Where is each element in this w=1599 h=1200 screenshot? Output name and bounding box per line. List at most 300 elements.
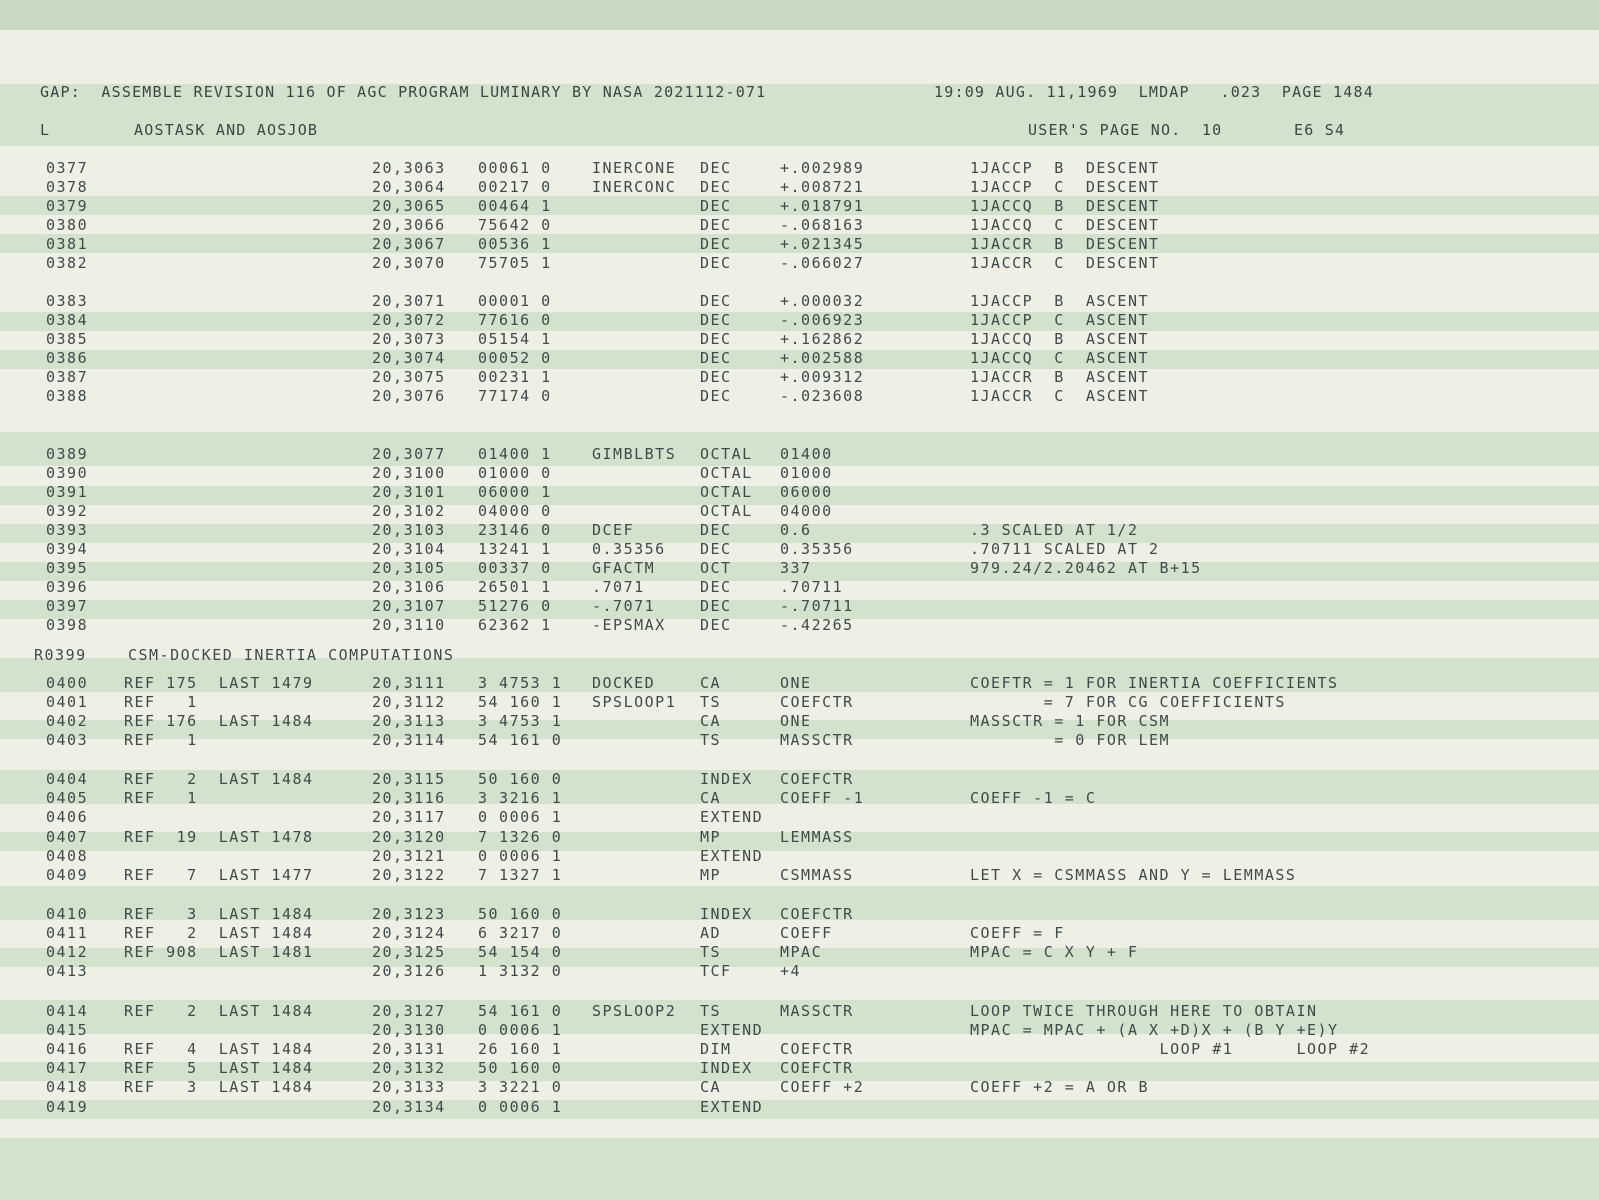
listing-octal-word: 00061 0 (478, 159, 552, 177)
listing-opcode: DEC (700, 159, 732, 177)
listing-opcode: DEC (700, 349, 732, 367)
listing-line-number: 0409 (46, 866, 89, 884)
listing-octal-word: 62362 1 (478, 616, 552, 634)
listing-operand: MPAC (780, 943, 823, 961)
listing-row (0, 387, 1599, 407)
listing-label: .7071 (592, 578, 645, 596)
listing-address: 20,3070 (372, 254, 446, 272)
listing-opcode: EXTEND (700, 808, 764, 826)
listing-line-number: 0384 (46, 311, 89, 329)
listing-row (0, 847, 1599, 867)
listing-operand: COEFCTR (780, 770, 854, 788)
section-heading-row (0, 646, 1599, 666)
listing-comment: 1JACCP B DESCENT (970, 159, 1160, 177)
listing-octal-word: 50 160 0 (478, 905, 563, 923)
listing-operand: ONE (780, 712, 812, 730)
listing-line-number: 0395 (46, 559, 89, 577)
listing-address: 20,3071 (372, 292, 446, 310)
listing-label: SPSLOOP1 (592, 693, 677, 711)
listing-line-number: 0400 (46, 674, 89, 692)
listing-octal-word: 51276 0 (478, 597, 552, 615)
listing-comment: .70711 SCALED AT 2 (970, 540, 1160, 558)
listing-octal-word: 3 4753 1 (478, 674, 563, 692)
listing-ref: REF 908 LAST 1481 (124, 943, 314, 961)
listing-operand: -.068163 (780, 216, 865, 234)
listing-row (0, 962, 1599, 982)
listing-ref: REF 2 LAST 1484 (124, 770, 314, 788)
listing-opcode: AD (700, 924, 722, 942)
listing-label: GIMBLBTS (592, 445, 677, 463)
listing-line-number: 0389 (46, 445, 89, 463)
listing-operand: COEFCTR (780, 693, 854, 711)
listing-address: 20,3101 (372, 483, 446, 501)
listing-address: 20,3102 (372, 502, 446, 520)
listing-comment: 1JACCR C DESCENT (970, 254, 1160, 272)
listing-line-number: 0413 (46, 962, 89, 980)
listing-line-number: 0407 (46, 828, 89, 846)
listing-opcode: TS (700, 943, 722, 961)
listing-operand: COEFF (780, 924, 833, 942)
listing-comment: 979.24/2.20462 AT B+15 (970, 559, 1202, 577)
listing-row (0, 559, 1599, 579)
listing-address: 20,3126 (372, 962, 446, 980)
listing-octal-word: 77174 0 (478, 387, 552, 405)
listing-octal-word: 00001 0 (478, 292, 552, 310)
listing-octal-word: 00231 1 (478, 368, 552, 386)
listing-operand: 0.35356 (780, 540, 854, 558)
listing-address: 20,3067 (372, 235, 446, 253)
listing-row (0, 1002, 1599, 1022)
listing-comment: 1JACCQ C DESCENT (970, 216, 1160, 234)
listing-line-number: 0392 (46, 502, 89, 520)
listing-line-number: 0404 (46, 770, 89, 788)
listing-address: 20,3106 (372, 578, 446, 596)
listing-line-number: 0398 (46, 616, 89, 634)
listing-address: 20,3065 (372, 197, 446, 215)
listing-row (0, 808, 1599, 828)
listing-line-number: 0381 (46, 235, 89, 253)
top-paper-band (0, 0, 1599, 30)
listing-opcode: DEC (700, 616, 732, 634)
listing-address: 20,3072 (372, 311, 446, 329)
listing-operand: +.009312 (780, 368, 865, 386)
listing-octal-word: 54 154 0 (478, 943, 563, 961)
listing-address: 20,3110 (372, 616, 446, 634)
listing-operand: -.42265 (780, 616, 854, 634)
listing-line-number: 0410 (46, 905, 89, 923)
listing-label: 0.35356 (592, 540, 666, 558)
listing-opcode: MP (700, 866, 722, 884)
listing-address: 20,3117 (372, 808, 446, 826)
listing-octal-word: 50 160 0 (478, 1059, 563, 1077)
listing-comment: 1JACCP B ASCENT (970, 292, 1150, 310)
header-user-page: USER'S PAGE NO. 10 E6 S4 (1028, 121, 1346, 139)
listing-opcode: EXTEND (700, 847, 764, 865)
listing-address: 20,3120 (372, 828, 446, 846)
listing-octal-word: 75705 1 (478, 254, 552, 272)
listing-operand: -.006923 (780, 311, 865, 329)
listing-octal-word: 0 0006 1 (478, 1098, 563, 1116)
listing-line-number: 0383 (46, 292, 89, 310)
listing-octal-word: 54 161 0 (478, 731, 563, 749)
listing-octal-word: 6 3217 0 (478, 924, 563, 942)
listing-address: 20,3127 (372, 1002, 446, 1020)
listing-address: 20,3104 (372, 540, 446, 558)
listing-line-number: 0382 (46, 254, 89, 272)
listing-octal-word: 26501 1 (478, 578, 552, 596)
listing-octal-word: 3 3221 0 (478, 1078, 563, 1096)
listing-comment: LOOP #1 LOOP #2 (970, 1040, 1371, 1058)
listing-operand: 01400 (780, 445, 833, 463)
listing-octal-word: 7 1326 0 (478, 828, 563, 846)
listing-ref: REF 3 LAST 1484 (124, 905, 314, 923)
listing-operand: 04000 (780, 502, 833, 520)
listing-line-number: 0418 (46, 1078, 89, 1096)
listing-octal-word: 0 0006 1 (478, 847, 563, 865)
listing-opcode: DEC (700, 597, 732, 615)
listing-octal-word: 3 3216 1 (478, 789, 563, 807)
listing-opcode: TS (700, 1002, 722, 1020)
listing-address: 20,3115 (372, 770, 446, 788)
listing-operand: +.021345 (780, 235, 865, 253)
listing-octal-word: 0 0006 1 (478, 1021, 563, 1039)
listing-address: 20,3131 (372, 1040, 446, 1058)
listing-operand: +.002588 (780, 349, 865, 367)
listing-opcode: CA (700, 674, 722, 692)
listing-octal-word: 0 0006 1 (478, 808, 563, 826)
listing-ref: REF 176 LAST 1484 (124, 712, 314, 730)
listing-comment: MASSCTR = 1 FOR CSM (970, 712, 1171, 730)
listing-opcode: DEC (700, 216, 732, 234)
listing-label: GFACTM (592, 559, 656, 577)
listing-octal-word: 06000 1 (478, 483, 552, 501)
header-log-marker: L (40, 121, 51, 139)
listing-operand: +.018791 (780, 197, 865, 215)
listing-address: 20,3063 (372, 159, 446, 177)
listing-octal-word: 50 160 0 (478, 770, 563, 788)
listing-opcode: DEC (700, 540, 732, 558)
listing-comment: COEFF = F (970, 924, 1065, 942)
header-program-title: GAP: ASSEMBLE REVISION 116 OF AGC PROGRAM LUMINARY BY NASA 2021112-071 (40, 83, 767, 101)
listing-address: 20,3116 (372, 789, 446, 807)
listing-row (0, 616, 1599, 636)
listing-comment: = 0 FOR LEM (970, 731, 1171, 749)
listing-line-number: 0380 (46, 216, 89, 234)
listing-address: 20,3125 (372, 943, 446, 961)
listing-address: 20,3066 (372, 216, 446, 234)
listing-opcode: DEC (700, 368, 732, 386)
listing-operand: 337 (780, 559, 812, 577)
listing-operand: COEFCTR (780, 1059, 854, 1077)
listing-row (0, 178, 1599, 198)
listing-octal-word: 00217 0 (478, 178, 552, 196)
listing-opcode: TCF (700, 962, 732, 980)
listing-opcode: INDEX (700, 1059, 753, 1077)
listing-row (0, 828, 1599, 848)
listing-opcode: DEC (700, 178, 732, 196)
listing-line-number: 0394 (46, 540, 89, 558)
listing-comment: LOOP TWICE THROUGH HERE TO OBTAIN (970, 1002, 1318, 1020)
listing-row (0, 1040, 1599, 1060)
listing-octal-word: 7 1327 1 (478, 866, 563, 884)
listing-address: 20,3073 (372, 330, 446, 348)
listing-octal-word: 00337 0 (478, 559, 552, 577)
listing-line-number: 0408 (46, 847, 89, 865)
listing-comment: 1JACCP C ASCENT (970, 311, 1150, 329)
listing-opcode: DEC (700, 311, 732, 329)
listing-ref: REF 1 (124, 693, 198, 711)
listing-row (0, 311, 1599, 331)
listing-row (0, 943, 1599, 963)
listing-comment: 1JACCQ B ASCENT (970, 330, 1150, 348)
listing-line-number: 0377 (46, 159, 89, 177)
listing-octal-word: 00052 0 (478, 349, 552, 367)
listing-line-number: 0405 (46, 789, 89, 807)
listing-row (0, 578, 1599, 598)
listing-octal-word: 77616 0 (478, 311, 552, 329)
listing-ref: REF 2 LAST 1484 (124, 924, 314, 942)
listing-octal-word: 04000 0 (478, 502, 552, 520)
listing-line-number: 0411 (46, 924, 89, 942)
listing-ref: REF 5 LAST 1484 (124, 1059, 314, 1077)
listing-comment: COEFF +2 = A OR B (970, 1078, 1150, 1096)
listing-row (0, 349, 1599, 369)
listing-ref: REF 3 LAST 1484 (124, 1078, 314, 1096)
listing-row (0, 866, 1599, 886)
listing-opcode: DEC (700, 254, 732, 272)
listing-line-number: 0385 (46, 330, 89, 348)
greenbar-stripe (0, 146, 1599, 154)
listing-opcode: DEC (700, 197, 732, 215)
listing-octal-word: 01000 0 (478, 464, 552, 482)
listing-line-number: 0414 (46, 1002, 89, 1020)
listing-row (0, 445, 1599, 465)
listing-row (0, 464, 1599, 484)
listing-address: 20,3114 (372, 731, 446, 749)
listing-row (0, 1021, 1599, 1041)
listing-octal-word: 3 4753 1 (478, 712, 563, 730)
listing-operand: +.000032 (780, 292, 865, 310)
listing-line-number: 0416 (46, 1040, 89, 1058)
listing-address: 20,3111 (372, 674, 446, 692)
listing-opcode: OCTAL (700, 483, 753, 501)
listing-operand: COEFCTR (780, 905, 854, 923)
listing-line-number: 0402 (46, 712, 89, 730)
listing-opcode: DEC (700, 292, 732, 310)
listing-line-number: 0378 (46, 178, 89, 196)
listing-comment: 1JACCR B DESCENT (970, 235, 1160, 253)
listing-ref: REF 175 LAST 1479 (124, 674, 314, 692)
listing-row (0, 197, 1599, 217)
header-section-title: AOSTASK AND AOSJOB (134, 121, 319, 139)
listing-row (0, 159, 1599, 179)
listing-line-number: 0417 (46, 1059, 89, 1077)
listing-address: 20,3103 (372, 521, 446, 539)
listing-address: 20,3130 (372, 1021, 446, 1039)
listing-octal-word: 00536 1 (478, 235, 552, 253)
listing-opcode: CA (700, 789, 722, 807)
listing-row (0, 292, 1599, 312)
listing-address: 20,3133 (372, 1078, 446, 1096)
listing-row (0, 235, 1599, 255)
listing-line-number: 0412 (46, 943, 89, 961)
listing-line-number: 0419 (46, 1098, 89, 1116)
listing-opcode: OCTAL (700, 502, 753, 520)
listing-octal-word: 13241 1 (478, 540, 552, 558)
listing-label: INERCONE (592, 159, 677, 177)
listing-line-number: 0379 (46, 197, 89, 215)
listing-row (0, 731, 1599, 751)
listing-operand: MASSCTR (780, 731, 854, 749)
listing-label: -EPSMAX (592, 616, 666, 634)
listing-octal-word: 54 160 1 (478, 693, 563, 711)
listing-comment: 1JACCQ C ASCENT (970, 349, 1150, 367)
listing-row (0, 693, 1599, 713)
listing-opcode: DEC (700, 235, 732, 253)
listing-octal-word: 23146 0 (478, 521, 552, 539)
listing-ref: REF 7 LAST 1477 (124, 866, 314, 884)
listing-opcode: CA (700, 712, 722, 730)
listing-operand: .70711 (780, 578, 844, 596)
listing-comment: 1JACCR C ASCENT (970, 387, 1150, 405)
listing-opcode: OCTAL (700, 464, 753, 482)
listing-label: DOCKED (592, 674, 656, 692)
listing-address: 20,3112 (372, 693, 446, 711)
listing-opcode: MP (700, 828, 722, 846)
listing-opcode: INDEX (700, 770, 753, 788)
listing-comment: = 7 FOR CG COEFFICIENTS (970, 693, 1286, 711)
listing-address: 20,3132 (372, 1059, 446, 1077)
listing-ref: REF 2 LAST 1484 (124, 1002, 314, 1020)
listing-opcode: TS (700, 693, 722, 711)
listing-opcode: CA (700, 1078, 722, 1096)
listing-address: 20,3076 (372, 387, 446, 405)
listing-ref: REF 4 LAST 1484 (124, 1040, 314, 1058)
listing-address: 20,3077 (372, 445, 446, 463)
listing-comment: MPAC = MPAC + (A X +D)X + (B Y +E)Y (970, 1021, 1339, 1039)
listing-row (0, 216, 1599, 236)
listing-operand: COEFF -1 (780, 789, 865, 807)
listing-opcode: DEC (700, 330, 732, 348)
listing-operand: MASSCTR (780, 1002, 854, 1020)
listing-address: 20,3100 (372, 464, 446, 482)
listing-row (0, 521, 1599, 541)
listing-row (0, 1098, 1599, 1118)
listing-line-number: 0386 (46, 349, 89, 367)
listing-opcode: OCT (700, 559, 732, 577)
listing-line-number: 0403 (46, 731, 89, 749)
listing-comment: 1JACCP C DESCENT (970, 178, 1160, 196)
listing-label: DCEF (592, 521, 635, 539)
listing-line-number: 0391 (46, 483, 89, 501)
listing-row (0, 1078, 1599, 1098)
listing-comment: COEFF -1 = C (970, 789, 1097, 807)
listing-operand: +.002989 (780, 159, 865, 177)
listing-address: 20,3107 (372, 597, 446, 615)
listing-row (0, 712, 1599, 732)
listing-operand: COEFF +2 (780, 1078, 865, 1096)
listing-octal-word: 1 3132 0 (478, 962, 563, 980)
listing-row (0, 789, 1599, 809)
listing-operand: -.70711 (780, 597, 854, 615)
listing-address: 20,3124 (372, 924, 446, 942)
listing-row (0, 330, 1599, 350)
listing-opcode: TS (700, 731, 722, 749)
listing-octal-word: 75642 0 (478, 216, 552, 234)
listing-address: 20,3121 (372, 847, 446, 865)
listing-address: 20,3074 (372, 349, 446, 367)
listing-octal-word: 26 160 1 (478, 1040, 563, 1058)
listing-opcode: DEC (700, 387, 732, 405)
listing-label: SPSLOOP2 (592, 1002, 677, 1020)
listing-row (0, 502, 1599, 522)
listing-row (0, 1059, 1599, 1079)
listing-line-number: 0390 (46, 464, 89, 482)
listing-ref: REF 1 (124, 731, 198, 749)
listing-comment: 1JACCQ B DESCENT (970, 197, 1160, 215)
listing-opcode: EXTEND (700, 1021, 764, 1039)
listing-address: 20,3122 (372, 866, 446, 884)
listing-operand: 06000 (780, 483, 833, 501)
listing-address: 20,3075 (372, 368, 446, 386)
listing-line-number: 0415 (46, 1021, 89, 1039)
listing-row (0, 924, 1599, 944)
listing-ref: REF 19 LAST 1478 (124, 828, 314, 846)
listing-row (0, 483, 1599, 503)
bottom-paper-band (0, 1138, 1599, 1200)
listing-operand: 0.6 (780, 521, 812, 539)
listing-operand: CSMMASS (780, 866, 854, 884)
listing-label: INERCONC (592, 178, 677, 196)
listing-address: 20,3113 (372, 712, 446, 730)
listing-label: -.7071 (592, 597, 656, 615)
listing-opcode: DEC (700, 578, 732, 596)
listing-opcode: OCTAL (700, 445, 753, 463)
listing-operand: 01000 (780, 464, 833, 482)
listing-row (0, 368, 1599, 388)
header-timestamp-page: 19:09 AUG. 11,1969 LMDAP .023 PAGE 1484 (934, 83, 1374, 101)
listing-octal-word: 00464 1 (478, 197, 552, 215)
listing-comment: .3 SCALED AT 1/2 (970, 521, 1139, 539)
listing-comment: COEFTR = 1 FOR INERTIA COEFFICIENTS (970, 674, 1339, 692)
listing-line-number: 0396 (46, 578, 89, 596)
listing-octal-word: 05154 1 (478, 330, 552, 348)
listing-row (0, 254, 1599, 274)
listing-operand: COEFCTR (780, 1040, 854, 1058)
listing-opcode: INDEX (700, 905, 753, 923)
listing-operand: +.162862 (780, 330, 865, 348)
listing-line-number: 0406 (46, 808, 89, 826)
listing-opcode: DIM (700, 1040, 732, 1058)
listing-line-number: 0393 (46, 521, 89, 539)
listing-address: 20,3064 (372, 178, 446, 196)
section-heading-text: CSM-DOCKED INERTIA COMPUTATIONS (128, 646, 455, 664)
listing-row (0, 905, 1599, 925)
listing-operand: +.008721 (780, 178, 865, 196)
listing-octal-word: 54 161 0 (478, 1002, 563, 1020)
listing-opcode: DEC (700, 521, 732, 539)
listing-line-number: 0387 (46, 368, 89, 386)
listing-row (0, 674, 1599, 694)
listing-operand: ONE (780, 674, 812, 692)
listing-row (0, 540, 1599, 560)
listing-address: 20,3134 (372, 1098, 446, 1116)
listing-comment: MPAC = C X Y + F (970, 943, 1139, 961)
listing-address: 20,3123 (372, 905, 446, 923)
listing-line-number: 0397 (46, 597, 89, 615)
listing-ref: REF 1 (124, 789, 198, 807)
listing-comment: 1JACCR B ASCENT (970, 368, 1150, 386)
